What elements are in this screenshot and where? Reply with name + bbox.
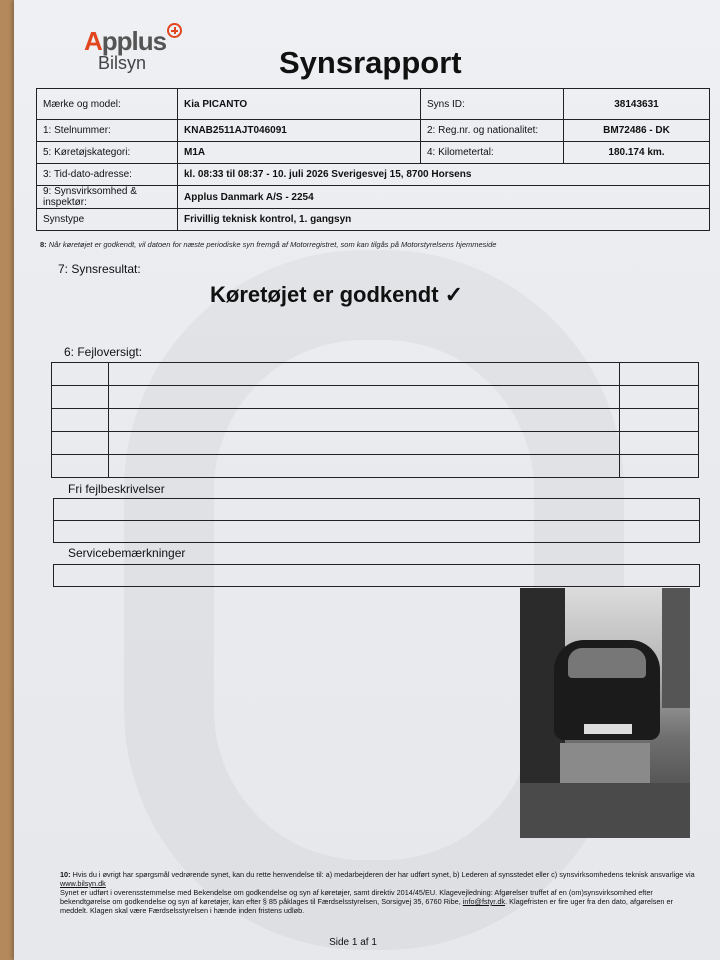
table-row: [52, 455, 699, 478]
footer-text-3: . Klagefristen er fire uger fra den dato, afgørelsen er meddelt. Klagen skal være Færdselsstyrelsen i hænde inden fristens udløb.: [60, 897, 673, 915]
table-row: [52, 409, 699, 432]
info-value: kl. 08:33 til 08:37 - 10. juli 2026 Sverigesvej 15, 8700 Horsens: [178, 164, 710, 186]
plus-icon: [167, 23, 182, 38]
faults-label: 6: Fejloversigt:: [64, 345, 143, 359]
free-desc-line: [54, 521, 699, 542]
note-8: [40, 240, 496, 249]
photo-car: [554, 640, 660, 740]
fault-cell: [109, 455, 620, 478]
info-label: 9: Synsvirksomhed & inspektør:: [37, 186, 178, 209]
logo-rest: pplus: [101, 26, 167, 56]
fault-cell: [109, 409, 620, 432]
fault-cell: [620, 409, 699, 432]
info-label: Synstype: [37, 209, 178, 231]
footer-number: 10:: [60, 870, 71, 879]
logo-subtitle: Bilsyn: [98, 53, 147, 73]
photo-windshield: [568, 648, 646, 678]
fault-cell: [52, 363, 109, 386]
fault-cell: [109, 386, 620, 409]
fstyr-email-link[interactable]: info@fstyr.dk: [462, 897, 506, 906]
footer-text-2: Synet er udført i overensstemmelse med Bekendelse om godkendelse og syn af køretøjer, samt direktiv 2014/45/EU. Klagevejledning: Afgørelser truffet af en (om)synsvirksomhed efter bekendtgørelse om godkendelse og syn af køretøjer, kan efter § 85 påklages til Færdselsstyrelsen, Sorsigvej 35, 6760 Ribe,: [60, 888, 653, 906]
service-label: Servicebemærkninger: [68, 546, 186, 560]
fault-cell: [52, 409, 109, 432]
fault-table: [51, 362, 699, 478]
info-right-value: 38143631: [564, 89, 710, 120]
fault-cell: [620, 455, 699, 478]
fault-cell: [620, 432, 699, 455]
fault-cell: [620, 386, 699, 409]
photo-wall: [662, 588, 690, 708]
page-number: Side 1 af 1: [329, 937, 377, 948]
photo-floor: [520, 783, 690, 838]
result-text: Køretøjet er godkendt ✓: [210, 282, 464, 307]
photo-lift: [560, 743, 650, 783]
table-row: [52, 432, 699, 455]
photo-plate: [584, 724, 632, 734]
vehicle-info-table: [36, 88, 710, 231]
info-row: [37, 120, 710, 142]
table-row: [52, 386, 699, 409]
applus-logo: [84, 26, 181, 74]
info-row: [37, 209, 710, 231]
info-right-label: 4: Kilometertal:: [421, 142, 564, 164]
service-line: [54, 565, 699, 586]
footer-text-1: Hvis du i øvrigt har spørgsmål vedrørende synet, kan du rette henvendelse til: a) medarbejderen der har udført synet, b) Lederen af synsstedet eller c) synsvirksomhedens teknisk ansvarlige via: [70, 870, 695, 879]
service-box: [53, 564, 700, 587]
footer-paragraph: [60, 870, 700, 888]
info-row: [37, 89, 710, 120]
fault-cell: [109, 432, 620, 455]
footer-text: [60, 870, 700, 915]
info-row: [37, 142, 710, 164]
info-right-label: Syns ID:: [421, 89, 564, 120]
info-label: 5: Køretøjskategori:: [37, 142, 178, 164]
info-value: Frivillig teknisk kontrol, 1. gangsyn: [178, 209, 710, 231]
info-value: Kia PICANTO: [178, 89, 421, 120]
info-label: 1: Stelnummer:: [37, 120, 178, 142]
fault-cell: [52, 455, 109, 478]
info-value: KNAB2511AJT046091: [178, 120, 421, 142]
info-label: Mærke og model:: [37, 89, 178, 120]
result-label: 7: Synsresultat:: [58, 262, 141, 276]
fault-cell: [620, 363, 699, 386]
logo-first-letter: A: [84, 26, 102, 56]
fault-cell: [52, 386, 109, 409]
note-8-number: 8:: [40, 240, 47, 249]
info-label: 3: Tid-dato-adresse:: [37, 164, 178, 186]
free-desc-line: [54, 499, 699, 521]
note-8-text: Når køretøjet er godkendt, vil datoen for næste periodiske syn fremgå af Motorregistret, som kan tilgås på Motorstyrelsens hjemmeside: [46, 240, 497, 249]
bilsyn-link[interactable]: www.bilsyn.dk: [60, 879, 106, 888]
fault-cell: [52, 432, 109, 455]
page-title: Synsrapport: [279, 45, 462, 80]
fault-cell: [109, 363, 620, 386]
free-desc-label: Fri fejlbeskrivelser: [68, 482, 165, 496]
info-row: [37, 164, 710, 186]
info-row: [37, 186, 710, 209]
info-value: Applus Danmark A/S - 2254: [178, 186, 710, 209]
info-value: M1A: [178, 142, 421, 164]
info-right-value: BM72486 - DK: [564, 120, 710, 142]
info-right-value: 180.174 km.: [564, 142, 710, 164]
vehicle-photo: [520, 588, 690, 838]
footer-paragraph: [60, 888, 700, 915]
info-right-label: 2: Reg.nr. og nationalitet:: [421, 120, 564, 142]
free-desc-box: [53, 498, 700, 543]
table-row: [52, 363, 699, 386]
